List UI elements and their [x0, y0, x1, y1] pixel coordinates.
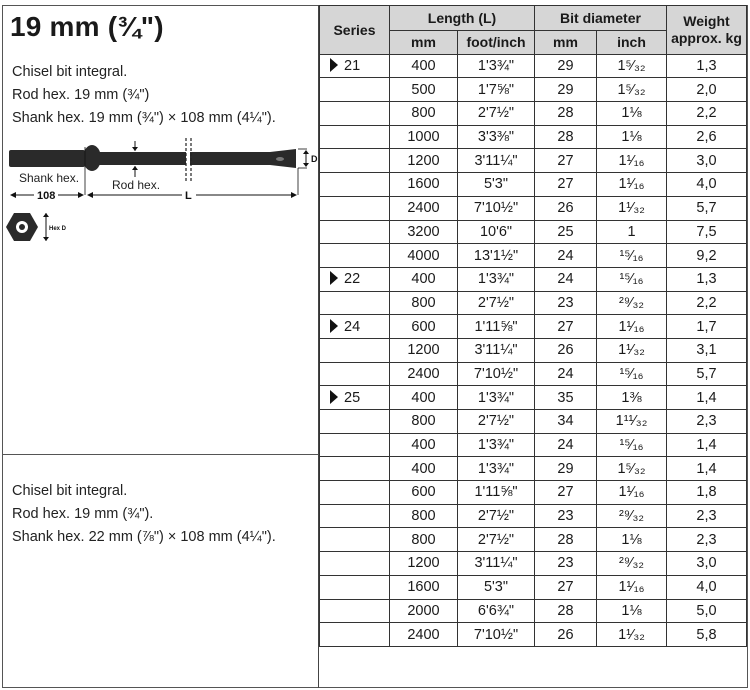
product-description: [12, 480, 276, 549]
cell-length-ft: 1'11⅝": [458, 315, 535, 339]
cell-bit-inch: 1⅜: [597, 386, 667, 410]
triangle-marker-icon: [330, 319, 338, 333]
series-label: 21: [344, 58, 361, 75]
cell-bit-mm: 29: [535, 457, 597, 481]
cell-weight: 5,8: [667, 623, 747, 647]
cell-bit-mm: 27: [535, 149, 597, 173]
cell-length-mm: 2000: [390, 599, 458, 623]
cell-length-ft: 1'3¾": [458, 267, 535, 291]
cell-length-ft: 5'3": [458, 173, 535, 197]
header-length-ft: foot/inch: [458, 31, 535, 55]
rod-shape: [97, 152, 272, 165]
cell-bit-inch: 1⅛: [597, 528, 667, 552]
cell-weight: 1,3: [667, 267, 747, 291]
svg-text:L: L: [185, 190, 192, 202]
cell-weight: 3,0: [667, 552, 747, 576]
cell-bit-mm: 24: [535, 267, 597, 291]
cell-bit-mm: 26: [535, 623, 597, 647]
cell-length-mm: 600: [390, 315, 458, 339]
cell-length-ft: 13'1½": [458, 244, 535, 268]
cell-weight: 1,8: [667, 481, 747, 505]
cell-bit-inch: 1¹⁄₁₆: [597, 149, 667, 173]
cell-weight: 2,3: [667, 504, 747, 528]
cell-bit-inch: 1⅛: [597, 102, 667, 126]
cell-bit-inch: 1¹¹⁄₃₂: [597, 410, 667, 434]
cell-series: [320, 220, 390, 244]
triangle-marker-icon: [330, 390, 338, 404]
header-bit-inch: inch: [597, 31, 667, 55]
page-title: 19 mm (¾"): [10, 11, 164, 42]
header-series: Series: [320, 6, 390, 55]
cell-bit-inch: 1: [597, 220, 667, 244]
triangle-marker-icon: [330, 271, 338, 285]
cell-length-ft: 7'10½": [458, 362, 535, 386]
cell-length-ft: 10'6": [458, 220, 535, 244]
cell-length-ft: 2'7½": [458, 410, 535, 434]
cell-weight: 7,5: [667, 220, 747, 244]
cell-length-mm: 2400: [390, 623, 458, 647]
shank-shape: [9, 150, 85, 167]
cell-bit-inch: ²⁹⁄₃₂: [597, 291, 667, 315]
cell-weight: 2,2: [667, 291, 747, 315]
cell-bit-inch: 1¹⁄₃₂: [597, 623, 667, 647]
cell-weight: 3,1: [667, 338, 747, 362]
cell-length-mm: 1600: [390, 575, 458, 599]
cell-series: [320, 410, 390, 434]
svg-text:108: 108: [37, 190, 56, 202]
cell-series: [320, 267, 390, 291]
cell-length-mm: 1600: [390, 173, 458, 197]
cell-length-ft: 3'11¼": [458, 338, 535, 362]
cell-length-ft: 3'11¼": [458, 552, 535, 576]
cell-bit-inch: 1¹⁄₁₆: [597, 315, 667, 339]
cell-bit-inch: 1¹⁄₃₂: [597, 338, 667, 362]
cell-weight: 2,0: [667, 78, 747, 102]
left-panel: [2, 5, 319, 688]
cell-bit-inch: 1⁵⁄₃₂: [597, 54, 667, 78]
cell-weight: 1,7: [667, 315, 747, 339]
cell-series: [320, 362, 390, 386]
cell-bit-mm: 27: [535, 481, 597, 505]
cell-length-mm: 400: [390, 386, 458, 410]
table-row: [320, 528, 747, 552]
cell-weight: 2,3: [667, 528, 747, 552]
cell-length-ft: 7'10½": [458, 623, 535, 647]
cell-series: [320, 291, 390, 315]
cell-series: [320, 315, 390, 339]
cell-length-ft: 5'3": [458, 575, 535, 599]
cell-bit-mm: 29: [535, 78, 597, 102]
cell-bit-mm: 34: [535, 410, 597, 434]
table-row: [320, 362, 747, 386]
product-block-22mm-shank: [2, 455, 319, 688]
table-row: [320, 196, 747, 220]
cell-length-ft: 1'3¾": [458, 457, 535, 481]
desc-line: Shank hex. 19 mm (¾") × 108 mm (4¼").: [12, 110, 276, 126]
series-label: 25: [344, 389, 361, 406]
cell-bit-mm: 23: [535, 291, 597, 315]
cell-weight: 9,2: [667, 244, 747, 268]
cell-series: [320, 54, 390, 78]
cell-weight: 2,3: [667, 410, 747, 434]
cell-length-mm: 4000: [390, 244, 458, 268]
table-row: [320, 552, 747, 576]
cell-series: [320, 386, 390, 410]
table-row: [320, 504, 747, 528]
cell-bit-inch: ¹⁵⁄₁₆: [597, 433, 667, 457]
cell-bit-mm: 28: [535, 528, 597, 552]
cell-length-mm: 800: [390, 102, 458, 126]
cell-weight: 2,6: [667, 125, 747, 149]
cell-bit-mm: 27: [535, 575, 597, 599]
cell-bit-mm: 27: [535, 315, 597, 339]
cell-length-mm: 1200: [390, 149, 458, 173]
cell-length-mm: 3200: [390, 220, 458, 244]
cell-bit-mm: 27: [535, 173, 597, 197]
cell-length-ft: 1'11⅝": [458, 481, 535, 505]
cell-weight: 1,4: [667, 433, 747, 457]
cell-bit-mm: 35: [535, 386, 597, 410]
table-row: [320, 54, 747, 78]
cell-series: [320, 623, 390, 647]
table-row: [320, 78, 747, 102]
cell-weight: 2,2: [667, 102, 747, 126]
series-label: 24: [344, 318, 361, 335]
cell-series: [320, 78, 390, 102]
cell-bit-mm: 23: [535, 552, 597, 576]
table-row: [320, 410, 747, 434]
cell-series: [320, 599, 390, 623]
cell-length-mm: 1200: [390, 338, 458, 362]
cell-bit-mm: 24: [535, 433, 597, 457]
cell-weight: 5,7: [667, 362, 747, 386]
cell-bit-inch: 1¹⁄₁₆: [597, 575, 667, 599]
cell-bit-mm: 26: [535, 196, 597, 220]
header-bit-diameter: Bit diameter: [535, 6, 667, 31]
cell-bit-inch: 1¹⁄₁₆: [597, 481, 667, 505]
table-row: [320, 149, 747, 173]
cell-length-mm: 400: [390, 267, 458, 291]
cell-series: [320, 457, 390, 481]
cell-length-ft: 6'6¾": [458, 599, 535, 623]
cell-series: [320, 244, 390, 268]
cell-length-mm: 400: [390, 54, 458, 78]
cell-length-mm: 500: [390, 78, 458, 102]
cell-length-ft: 1'7⅝": [458, 78, 535, 102]
cell-bit-inch: 1⁵⁄₃₂: [597, 78, 667, 102]
desc-line: Rod hex. 19 mm (¾").: [12, 506, 154, 522]
table-row: [320, 244, 747, 268]
cell-bit-inch: ¹⁵⁄₁₆: [597, 244, 667, 268]
cell-bit-mm: 29: [535, 54, 597, 78]
cell-weight: 5,7: [667, 196, 747, 220]
header-bit-mm: mm: [535, 31, 597, 55]
cell-series: [320, 196, 390, 220]
cell-weight: 1,3: [667, 54, 747, 78]
cell-weight: 3,0: [667, 149, 747, 173]
cell-length-mm: 2400: [390, 362, 458, 386]
drill-rod-diagram: [2, 135, 319, 255]
cell-length-ft: 2'7½": [458, 102, 535, 126]
desc-line: Shank hex. 22 mm (⅞") × 108 mm (4¼").: [12, 529, 276, 545]
header-length: Length (L): [390, 6, 535, 31]
product-block-19mm-shank: [2, 5, 319, 455]
cell-length-ft: 1'3¾": [458, 386, 535, 410]
cell-weight: 4,0: [667, 173, 747, 197]
cell-length-ft: 2'7½": [458, 504, 535, 528]
cell-series: [320, 433, 390, 457]
cell-length-mm: 800: [390, 291, 458, 315]
cell-bit-mm: 28: [535, 102, 597, 126]
cell-length-ft: 7'10½": [458, 196, 535, 220]
product-description: [12, 61, 276, 130]
cell-series: [320, 102, 390, 126]
table-row: [320, 623, 747, 647]
specs-table: [319, 5, 747, 647]
cell-length-ft: 1'3¾": [458, 433, 535, 457]
cell-bit-inch: 1⅛: [597, 125, 667, 149]
svg-text:Hex D: Hex D: [49, 226, 67, 232]
cell-length-mm: 400: [390, 457, 458, 481]
cell-series: [320, 481, 390, 505]
cell-bit-inch: 1¹⁄₁₆: [597, 173, 667, 197]
cell-length-ft: 2'7½": [458, 528, 535, 552]
cell-bit-inch: 1⅛: [597, 599, 667, 623]
cell-weight: 5,0: [667, 599, 747, 623]
cell-weight: 1,4: [667, 457, 747, 481]
cell-bit-mm: 23: [535, 504, 597, 528]
svg-text:Shank hex.: Shank hex.: [19, 171, 80, 185]
cell-weight: 1,4: [667, 386, 747, 410]
table-body: [320, 54, 747, 646]
cell-bit-mm: 25: [535, 220, 597, 244]
cell-length-mm: 2400: [390, 196, 458, 220]
cell-length-mm: 400: [390, 433, 458, 457]
cell-length-ft: 3'11¼": [458, 149, 535, 173]
desc-line: Chisel bit integral.: [12, 64, 128, 80]
cell-bit-inch: ¹⁵⁄₁₆: [597, 267, 667, 291]
cell-bit-inch: 1⁵⁄₃₂: [597, 457, 667, 481]
table-row: [320, 220, 747, 244]
cell-bit-mm: 28: [535, 125, 597, 149]
desc-line: Chisel bit integral.: [12, 483, 128, 499]
cell-series: [320, 552, 390, 576]
table-row: [320, 102, 747, 126]
cell-length-ft: 2'7½": [458, 291, 535, 315]
table-row: [320, 386, 747, 410]
table-row: [320, 291, 747, 315]
cell-length-ft: 3'3⅜": [458, 125, 535, 149]
table-row: [320, 173, 747, 197]
table-row: [320, 338, 747, 362]
table-row: [320, 481, 747, 505]
svg-text:Rod hex.: Rod hex.: [112, 178, 161, 192]
cell-series: [320, 125, 390, 149]
cell-length-ft: 1'3¾": [458, 54, 535, 78]
table-row: [320, 267, 747, 291]
cell-bit-mm: 28: [535, 599, 597, 623]
cell-length-mm: 1200: [390, 552, 458, 576]
cell-length-mm: 800: [390, 410, 458, 434]
cell-bit-mm: 26: [535, 338, 597, 362]
desc-line: Rod hex. 19 mm (¾"): [12, 87, 150, 103]
cell-bit-inch: 1¹⁄₃₂: [597, 196, 667, 220]
series-label: 22: [344, 271, 361, 288]
cell-series: [320, 528, 390, 552]
cell-length-mm: 800: [390, 528, 458, 552]
cell-bit-inch: ²⁹⁄₃₂: [597, 504, 667, 528]
cell-series: [320, 575, 390, 599]
cell-series: [320, 149, 390, 173]
table-row: [320, 315, 747, 339]
table-row: [320, 457, 747, 481]
cell-bit-mm: 24: [535, 362, 597, 386]
cell-bit-inch: ¹⁵⁄₁₆: [597, 362, 667, 386]
table-row: [320, 599, 747, 623]
cell-series: [320, 504, 390, 528]
svg-text:D: D: [311, 154, 318, 164]
cell-series: [320, 338, 390, 362]
cell-series: [320, 173, 390, 197]
cell-length-mm: 800: [390, 504, 458, 528]
header-weight: Weight approx. kg: [667, 6, 747, 55]
cell-weight: 4,0: [667, 575, 747, 599]
triangle-marker-icon: [330, 58, 338, 72]
table-row: [320, 125, 747, 149]
table-row: [320, 575, 747, 599]
header-length-mm: mm: [390, 31, 458, 55]
cell-length-mm: 600: [390, 481, 458, 505]
cell-bit-inch: ²⁹⁄₃₂: [597, 552, 667, 576]
cell-length-mm: 1000: [390, 125, 458, 149]
cell-bit-mm: 24: [535, 244, 597, 268]
table-row: [320, 433, 747, 457]
